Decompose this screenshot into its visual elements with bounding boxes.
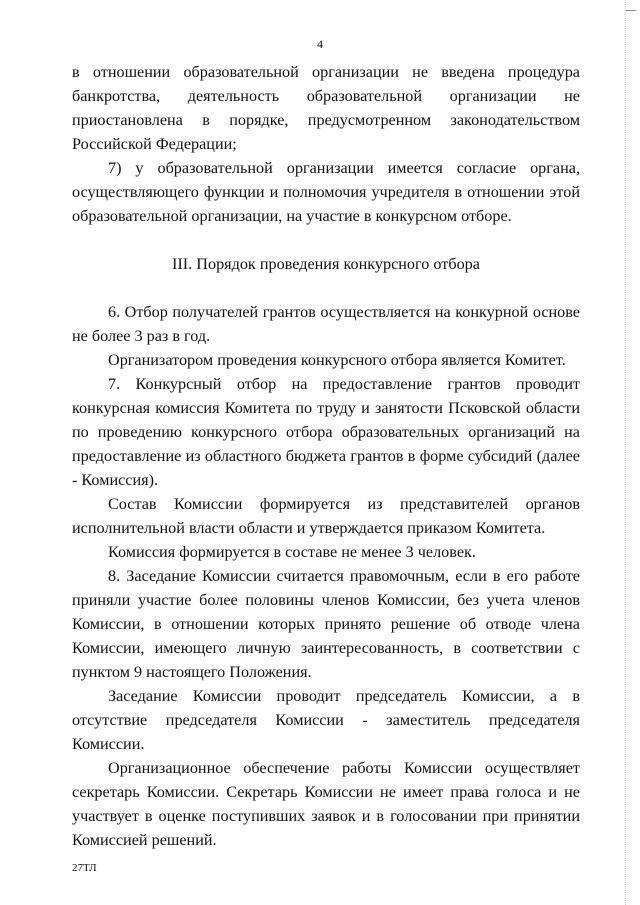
- paragraph-item-8: 8. Заседание Комиссии считается правомочным, если в его работе приняли участие более половины членов Комиссии, без учета членов Комиссии, в отношении которых принято решение об отводе члена Комиссии, имеющего личную заинтересованность, в соответствии с пунктом 9 настоящего Положения.: [72, 567, 580, 681]
- page-number: 4: [317, 37, 323, 51]
- scan-edge-mark: [626, 10, 636, 11]
- paragraph-continuation: в отношении образовательной организации не введена процедура банкротства, деятельность образовательной организации не приостановлена в порядке, предусмотренном законодательством Российской Федерации;: [72, 63, 580, 153]
- scan-edge-line: [624, 0, 626, 905]
- paragraph-item-7: 7) у образовательной организации имеется согласие органа, осуществляющего функции и полномочия учредителя в отношении этой образовательной организации, на участие в конкурсном отборе.: [72, 159, 580, 225]
- footer-code: 27ТЛ: [72, 862, 97, 874]
- paragraph-composition: Состав Комиссии формируется из представителей органов исполнительной власти области и утверждается приказом Комитета.: [72, 495, 580, 537]
- paragraph-size: Комиссия формируется в составе не менее 3 человек.: [108, 543, 476, 561]
- paragraph-item-6: 6. Отбор получателей грантов осуществляется на конкурной основе не более 3 раз в год.: [72, 303, 580, 345]
- section-heading: III. Порядок проведения конкурсного отбора: [172, 255, 480, 273]
- document-body: [72, 60, 580, 852]
- paragraph-chair: Заседание Комиссии проводит председатель Комиссии, а в отсутствие председателя Комиссии - заместитель председателя Комиссии.: [72, 687, 580, 753]
- paragraph-organizer: Организатором проведения конкурсного отбора является Комитет.: [108, 351, 566, 369]
- paragraph-item-7-commission: 7. Конкурсный отбор на предоставление грантов проводит конкурсная комиссия Комитета по труду и занятости Псковской области по проведению конкурсного отбора образовательных организаций на предоставление из областного бюджета грантов в форме субсидий (далее - Комиссия).: [72, 375, 580, 489]
- paragraph-secretary: Организационное обеспечение работы Комиссии осуществляет секретарь Комиссии. Секретарь Комиссии не имеет права голоса и не участвует в оценке поступивших заявок и в голосовании при принятии Комиссией решений.: [72, 759, 580, 849]
